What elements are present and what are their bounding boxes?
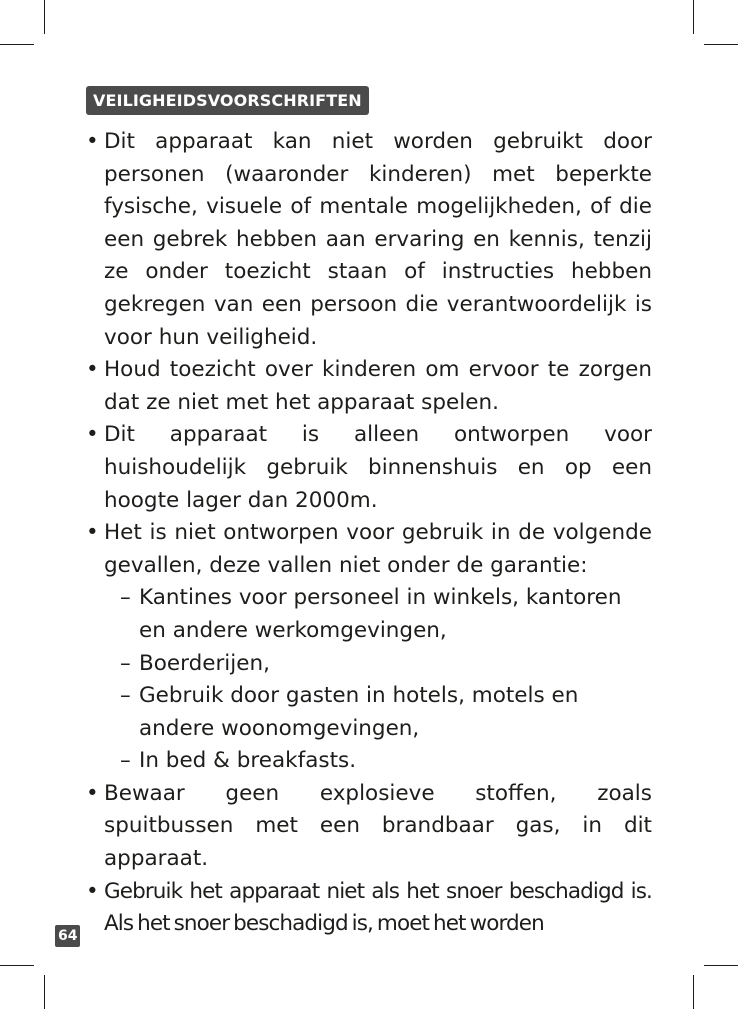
sublist <box>104 582 652 778</box>
crop-mark-top-right-horizontal <box>704 44 738 45</box>
sublist-item: – Kantines voor personeel in winkels, kantoren en andere werkomgevingen, <box>104 582 652 647</box>
sublist-item: – In bed & breakfasts. <box>104 745 652 778</box>
crop-mark-bottom-left-horizontal <box>0 965 34 966</box>
crop-mark-top-left-vertical <box>44 0 45 34</box>
crop-mark-top-left-horizontal <box>0 44 34 45</box>
page-number-badge: 64 <box>55 925 80 947</box>
sublist-item: – Gebruik door gasten in hotels, motels en andere woonomgevingen, <box>104 680 652 745</box>
sublist-item: – Boerderijen, <box>104 648 652 681</box>
crop-mark-top-right-vertical <box>693 0 694 34</box>
safety-instructions-list <box>86 126 652 941</box>
list-item-with-sublist <box>86 517 652 778</box>
list-item: • Bewaar geen explosieve stoffen, zoals spuitbussen met een brandbaar gas, in dit apparaat. <box>86 778 652 876</box>
list-item-text: Het is niet ontworpen voor gebruik in de volgende gevallen, deze vallen niet onder de garantie: <box>104 520 652 578</box>
crop-mark-bottom-right-vertical <box>693 975 694 1009</box>
list-item: • Houd toezicht over kinderen om ervoor te zorgen dat ze niet met het apparaat spelen. <box>86 354 652 419</box>
list-item: • Dit apparaat kan niet worden gebruikt door personen (waaronder kinderen) met beperkte fysische, visuele of mentale mogelijkheden, of die een gebrek hebben aan ervaring en kennis, tenzij ze onder toezicht staan of instructies hebben gekregen van een persoon die verantwoordelijk is voor hun veiligheid. <box>86 126 652 354</box>
list-item: • Gebruik het apparaat niet als het snoer beschadigd is. Als het snoer beschadigd is, moet het worden <box>86 876 652 941</box>
list-item: • Dit apparaat is alleen ontworpen voor huishoudelijk gebruik binnenshuis en op een hoogte lager dan 2000m. <box>86 419 652 517</box>
section-title-badge: VEILIGHEIDSVOORSCHRIFTEN <box>86 86 369 115</box>
crop-mark-bottom-right-horizontal <box>704 965 738 966</box>
crop-mark-bottom-left-vertical <box>44 975 45 1009</box>
